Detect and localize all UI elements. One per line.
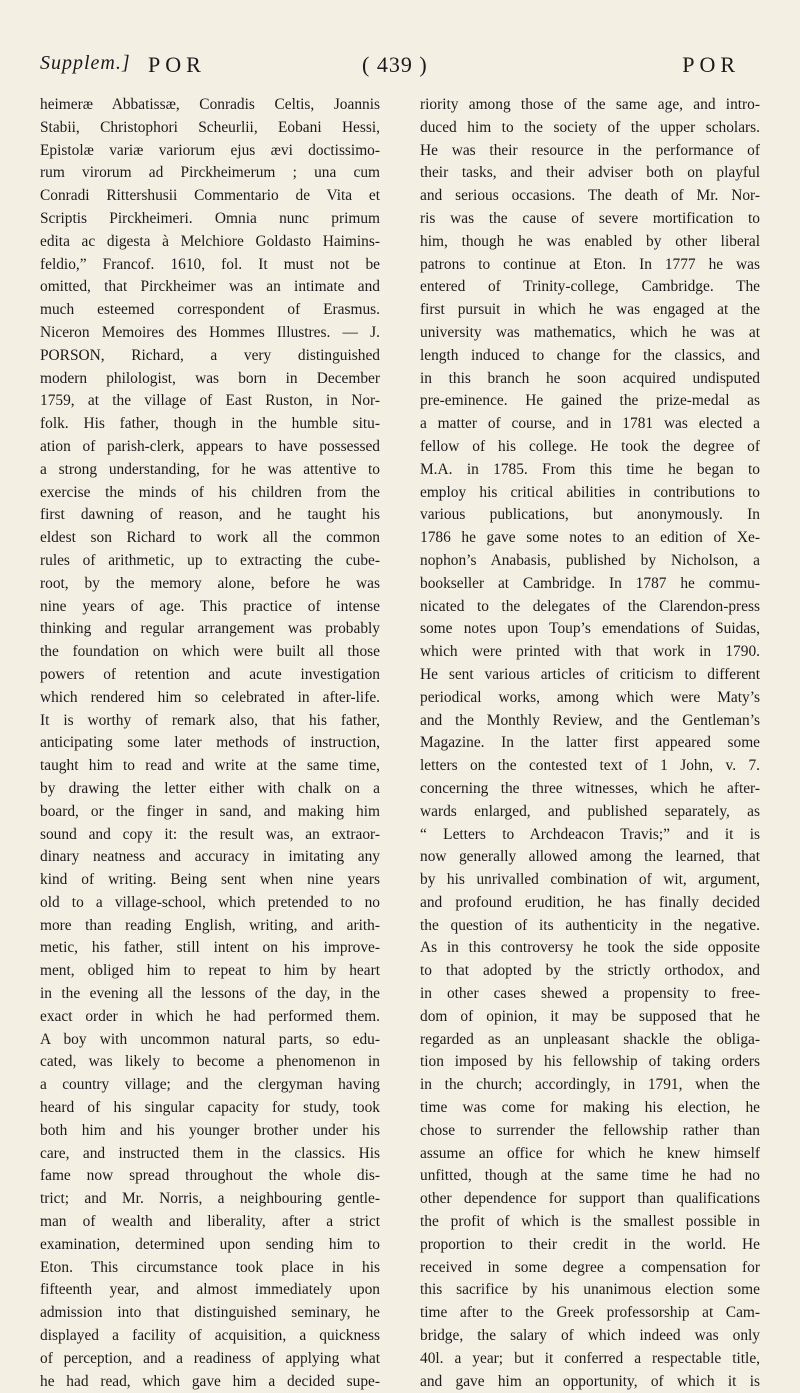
text-line: received in some degree a compensation for [420, 1258, 760, 1276]
text-line: assume an office for which he knew himself [420, 1144, 760, 1162]
text-line: bridge, the salary of which indeed was only [420, 1327, 760, 1345]
text-line: fellow of his college. He took the degree of [420, 437, 760, 455]
text-line: folk. His father, though in the humble situ- [40, 415, 380, 433]
text-line: university was mathematics, which he was at [420, 323, 760, 341]
text-line: heard of his singular capacity for study, took [40, 1099, 380, 1117]
text-line: powers of retention and acute investigation [40, 665, 380, 683]
text-line: “ Letters to Archdeacon Travis;” and it is [420, 825, 760, 843]
text-line: wards enlarged, and published separately, as [420, 802, 760, 820]
text-line: fifteenth year, and almost immediately upon [40, 1281, 380, 1299]
text-line: exercise the minds of his children from the [40, 483, 380, 501]
text-line: Niceron Memoires des Hommes Illustres. — J. [40, 323, 380, 341]
text-line: PORSON, Richard, a very distinguished [40, 346, 380, 364]
text-line: Eton. This circumstance took place in his [40, 1258, 380, 1276]
text-line: omitted, that Pirckheimer was an intimate and [40, 278, 380, 296]
text-line: a country village; and the clergyman having [40, 1076, 380, 1094]
text-line: both him and his younger brother under his [40, 1121, 380, 1139]
text-line: heimeræ Abbatissæ, Conradis Celtis, Joannis [40, 96, 380, 113]
text-line: Magazine. In the latter first appeared some [420, 734, 760, 752]
text-line: their tasks, and their adviser both on playful [420, 164, 760, 182]
text-line: he had read, which gave him a decided supe- [40, 1372, 380, 1390]
text-line: nicated to the delegates of the Clarendon-press [420, 597, 760, 615]
text-line: patrons to continue at Eton. In 1777 he was [420, 255, 760, 273]
text-line: some notes upon Toup’s emendations of Suidas, [420, 620, 760, 638]
text-line: Scriptis Pirckheimeri. Omnia nunc primum [40, 209, 380, 227]
text-line: by drawing the letter either with chalk on a [40, 779, 380, 797]
text-line: unfitted, though at the same time he had no [420, 1167, 760, 1185]
text-line: proportion to their credit in the world. He [420, 1235, 760, 1253]
text-line: in other cases shewed a propensity to free- [420, 985, 760, 1003]
text-line: various publications, but anonymously. In [420, 506, 760, 524]
text-line: 1759, at the village of East Ruston, in Nor- [40, 392, 380, 410]
text-column-left [40, 94, 380, 1390]
text-line: him, though he was enabled by other liberal [420, 232, 760, 250]
text-line: letters on the contested text of 1 John, v. 7. [420, 757, 760, 775]
header-catchword-right: POR [682, 52, 740, 77]
text-line: care, and instructed them in the classics. His [40, 1144, 380, 1162]
text-line: ation of parish-clerk, appears to have possessed [40, 437, 380, 455]
text-line: ment, obliged him to repeat to him by heart [40, 962, 380, 980]
text-line: in the evening all the lessons of the day, in the [40, 985, 380, 1003]
text-line: a strong understanding, for he was attentive to [40, 460, 380, 478]
page-number: ( 439 ) [362, 52, 428, 77]
text-line: first dawning of reason, and he taught his [40, 506, 380, 524]
text-line: first pursuit in which he was engaged at the [420, 301, 760, 319]
text-line: of perception, and a readiness of applying what [40, 1349, 380, 1367]
text-line: examination, determined upon sending him to [40, 1235, 380, 1253]
text-line: pre-eminence. He gained the prize-medal as [420, 392, 760, 410]
text-line: kind of writing. Being sent when nine years [40, 871, 380, 889]
text-line: by his unrivalled combination of wit, argument, [420, 871, 760, 889]
text-line: taught him to read and write at the same time, [40, 757, 380, 775]
text-line: feldio,” Francof. 1610, fol. It must not be [40, 255, 380, 273]
text-line: It is worthy of remark also, that his father, [40, 711, 380, 729]
text-line: metic, his father, still intent on his improve- [40, 939, 380, 957]
text-line: As in this controversy he took the side opposite [420, 939, 760, 957]
text-line: duced him to the society of the upper scholars. [420, 118, 760, 136]
text-line: A boy with uncommon natural parts, so edu- [40, 1030, 380, 1048]
text-line: much esteemed correspondent of Erasmus. [40, 301, 380, 319]
text-line: periodical works, among which were Maty’s [420, 688, 760, 706]
text-line: 1786 he gave some notes to an edition of Xe- [420, 529, 760, 547]
text-line: Stabii, Christophori Scheurlii, Eobani Hessi, [40, 118, 380, 136]
text-line: Epistolæ variæ variorum ejus ævi doctissimo- [40, 141, 380, 159]
text-line: a matter of course, and in 1781 was elected a [420, 415, 760, 433]
text-line: the profit of which is the smallest possible in [420, 1213, 760, 1231]
text-line: regarded as an unpleasant shackle the obliga- [420, 1030, 760, 1048]
text-line: bookseller at Cambridge. In 1787 he commu- [420, 574, 760, 592]
text-line: time was come for making his election, he [420, 1099, 760, 1117]
text-line: anticipating some later methods of instruction, [40, 734, 380, 752]
text-line: sound and copy it: the result was, an extraor- [40, 825, 380, 843]
text-line: He was their resource in the performance of [420, 141, 760, 159]
text-line: cated, was likely to become a phenomenon in [40, 1053, 380, 1071]
text-line: employ his critical abilities in contributions to [420, 483, 760, 501]
text-line: displayed a facility of acquisition, a quickness [40, 1327, 380, 1345]
text-line: board, or the finger in sand, and making him [40, 802, 380, 820]
text-line: this sacrifice by his unanimous election some [420, 1281, 760, 1299]
text-line: nine years of age. This practice of intense [40, 597, 380, 615]
text-line: edita ac digesta à Melchiore Goldasto Haimins- [40, 232, 380, 250]
text-line: in this branch he soon acquired undisputed [420, 369, 760, 387]
text-line: dom of opinion, it may be supposed that he [420, 1007, 760, 1025]
text-line: man of wealth and liberality, after a strict [40, 1213, 380, 1231]
text-line: the foundation on which were built all those [40, 643, 380, 661]
text-line: root, by the memory alone, before he was [40, 574, 380, 592]
text-line: dinary neatness and accuracy in imitating any [40, 848, 380, 866]
text-line: length induced to change for the classics, and [420, 346, 760, 364]
text-line: trict; and Mr. Norris, a neighbouring gentle- [40, 1190, 380, 1208]
text-line: admission into that distinguished seminary, he [40, 1304, 380, 1322]
text-line: more than reading English, writing, and arith- [40, 916, 380, 934]
text-line: old to a village-school, which pretended to no [40, 893, 380, 911]
text-line: which rendered him so celebrated in after-life. [40, 688, 380, 706]
text-line: and the Monthly Review, and the Gentleman’s [420, 711, 760, 729]
text-line: now generally allowed among the learned, that [420, 848, 760, 866]
text-line: the question of its authenticity in the negative. [420, 916, 760, 934]
text-line: time after to the Greek professorship at Cam- [420, 1304, 760, 1322]
text-line: entered of Trinity-college, Cambridge. The [420, 278, 760, 296]
text-line: other dependence for support than qualifications [420, 1190, 760, 1208]
text-column-right [420, 94, 760, 1390]
text-line: chose to surrender the fellowship rather than [420, 1121, 760, 1139]
text-line: which were printed with that work in 1790. [420, 643, 760, 661]
text-line: riority among those of the same age, and intro- [420, 96, 760, 113]
text-line: He sent various articles of criticism to different [420, 665, 760, 683]
header-section-label: Supplem.] [40, 52, 131, 74]
text-line: and serious occasions. The death of Mr. Nor- [420, 187, 760, 205]
text-line: tion imposed by his fellowship of taking orders [420, 1053, 760, 1071]
text-line: and profound erudition, he has finally decided [420, 893, 760, 911]
text-line: M.A. in 1785. From this time he began to [420, 460, 760, 478]
running-header [40, 52, 760, 86]
text-line: rum virorum ad Pirckheimerum ; una cum [40, 164, 380, 182]
text-line: rules of arithmetic, up to extracting the cube- [40, 551, 380, 569]
text-line: fame now spread throughout the whole dis- [40, 1167, 380, 1185]
text-line: and gave him an opportunity, of which it is [420, 1372, 760, 1390]
text-line: concerning the three witnesses, which he after- [420, 779, 760, 797]
header-catchword-left: POR [148, 52, 206, 77]
text-line: exact order in which he had performed them. [40, 1007, 380, 1025]
text-line: ris was the cause of severe mortification to [420, 209, 760, 227]
text-line: nophon’s Anabasis, published by Nicholson, a [420, 551, 760, 569]
text-line: in the church; accordingly, in 1791, when the [420, 1076, 760, 1094]
text-line: 40l. a year; but it conferred a respectable title, [420, 1349, 760, 1367]
text-line: to that adopted by the strictly orthodox, and [420, 962, 760, 980]
text-line: eldest son Richard to work all the common [40, 529, 380, 547]
text-line: thinking and regular arrangement was probably [40, 620, 380, 638]
text-line: modern philologist, was born in December [40, 369, 380, 387]
text-line: Conradi Rittershusii Commentario de Vita et [40, 187, 380, 205]
